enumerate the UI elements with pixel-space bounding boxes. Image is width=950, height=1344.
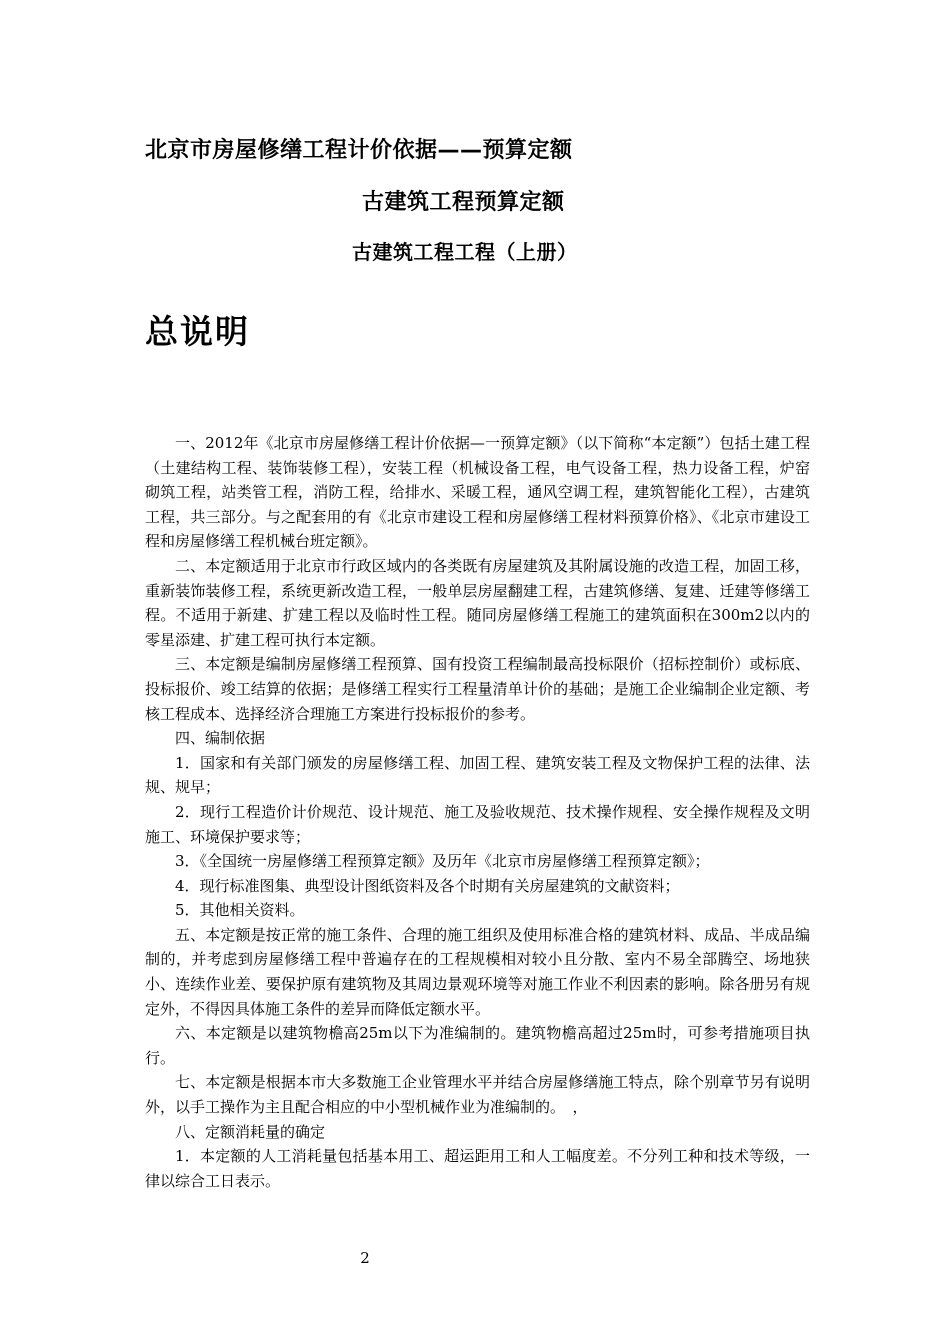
paragraph: 2．现行工程造价计价规范、设计规范、施工及验收规范、技术操作规程、安全操作规程及文明施工、环境保护要求等； bbox=[145, 802, 810, 846]
paragraph: 三、本定额是编制房屋修缮工程预算、国有投资工程编制最高投标限价（招标控制价）或标底、投标报价、竣工结算的依据；是修缮工程实行工程量清单计价的基础；是施工企业编制企业定额、考核工程成本、选择经济合理施工方案进行投标报价的参考。 bbox=[145, 655, 810, 723]
page-number: 2 bbox=[360, 1249, 370, 1267]
document-title: 北京市房屋修缮工程计价依据——预算定额 bbox=[145, 138, 573, 163]
paragraph: 六、本定额是以建筑物檐高25m以下为准编制的。建筑物檐高超过25m时，可参考措施项目执行。 bbox=[145, 1024, 810, 1067]
body-text bbox=[145, 431, 810, 1193]
volume-title: 古建筑工程工程（上册） bbox=[352, 240, 578, 264]
paragraph: 五、本定额是按正常的施工条件、合理的施工组织及使用标准合格的建筑材料、成品、半成品编制的，并考虑到房屋修缮工程中普遍存在的工程规模相对较小且分散、室内不易全部腾空、场地狭小、连续作业差、要保护原有建筑物及其周边景观环境等对施工作业不利因素的影响。除各册另有规定外，不得因具体施工条件的差异而降低定额水平。 bbox=[145, 925, 810, 1018]
document-subtitle: 古建筑工程预算定额 bbox=[362, 190, 565, 215]
paragraph: 一、2012年《北京市房屋修缮工程计价依据—一预算定额》（以下简称“本定额”）包括土建工程（土建结构工程、装饰装修工程），安装工程（机械设备工程，电气设备工程，热力设备工程，炉窑砌筑工程，站类管工程，消防工程，给排水、采暖工程，通风空调工程，建筑智能化工程），古建筑工程，共三部分。与之配套用的有《北京市建设工程和房屋修缮工程材料预算价格》、《北京市建设工程和房屋修缮工程机械台班定额》。 bbox=[145, 434, 810, 551]
paragraph: 3．《全国统一房屋修缮工程预算定额》及历年《北京市房屋修缮工程预算定额》； bbox=[175, 852, 710, 871]
section-heading: 总说明 bbox=[145, 312, 250, 351]
paragraph: 四、编制依据 bbox=[175, 729, 266, 748]
paragraph: 二、本定额适用于北京市行政区域内的各类既有房屋建筑及其附属设施的改造工程，加固工移，重新装饰装修工程，系统更新改造工程，一般单层房屋翻建工程，古建筑修缮、复建、迁建等修缮工程。不适用于新建、扩建工程以及临时性工程。随同房屋修缮工程施工的建筑面积在300m2以内的零星添建、扩建工程可执行本定额。 bbox=[145, 556, 810, 649]
paragraph: 七、本定额是根据本市大多数施工企业管理水平并结合房屋修缮施工特点，除个别章节另有说明外，以手工操作为主且配合相应的中小型机械作业为准编制的。 ， bbox=[145, 1073, 810, 1117]
paragraph: 4．现行标准图集、典型设计图纸资料及各个时期有关房屋建筑的文献资料； bbox=[175, 876, 680, 895]
paragraph: 1．本定额的人工消耗量包括基本用工、超运距用工和人工幅度差。不分列工种和技术等级，一律以综合工日表示。 bbox=[145, 1147, 810, 1190]
paragraph: 八、定额消耗量的确定 bbox=[175, 1122, 326, 1141]
paragraph: 1．国家和有关部门颁发的房屋修缮工程、加固工程、建筑安装工程及文物保护工程的法律、法规、规早； bbox=[145, 753, 810, 797]
paragraph: 5．其他相关资料。 bbox=[175, 901, 305, 920]
